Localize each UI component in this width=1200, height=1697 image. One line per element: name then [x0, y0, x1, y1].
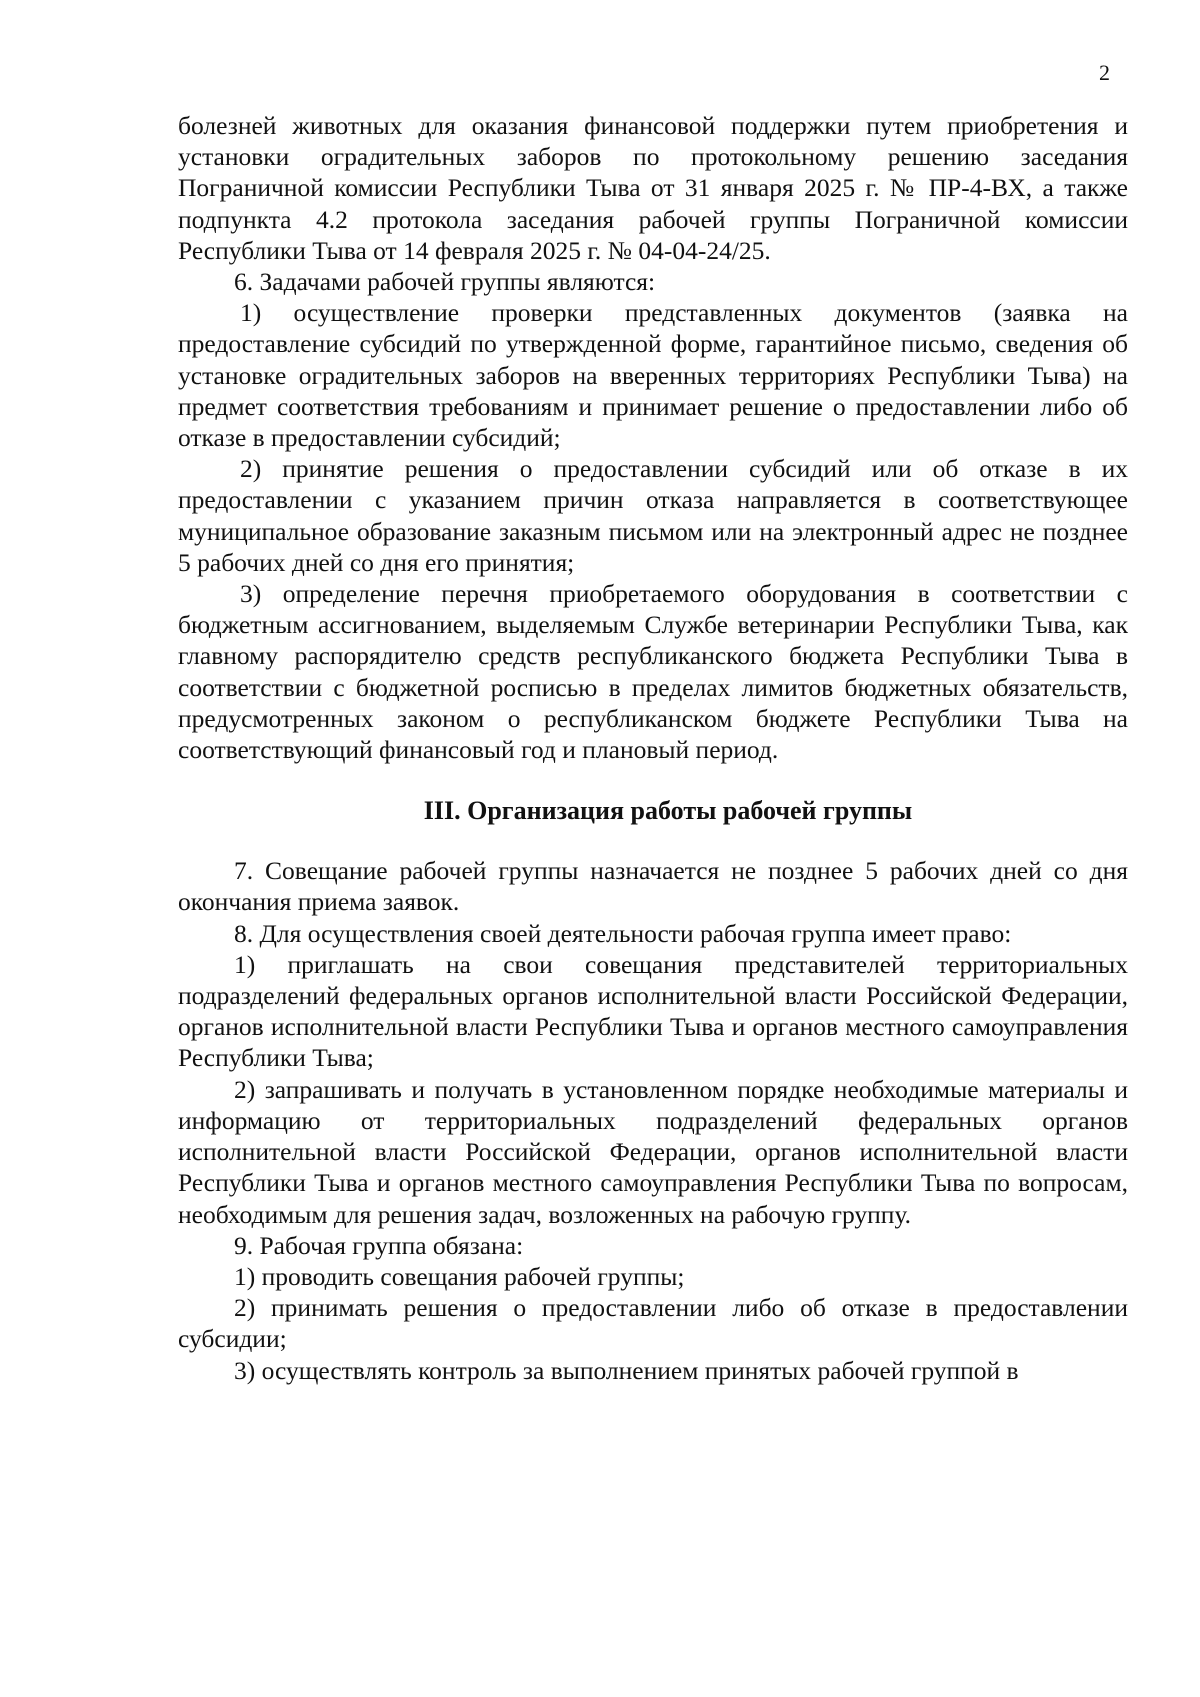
paragraph-item-7: 7. Совещание рабочей группы назначается не позднее 5 рабочих дней со дня окончания приема заявок.	[178, 856, 1128, 917]
paragraph-item-8-2: 2) запрашивать и получать в установленном порядке необходимые материалы и информацию от территориальных подразделений федеральных органов исполнительной власти Российской Федерации, органов исполнительной власти Республики Тыва и органов местного самоуправления Республики Тыва по вопросам, необходимым для решения задач, возложенных на рабочую группу.	[178, 1074, 1128, 1229]
paragraph-item-9-3: 3) осуществлять контроль за выполнением принятых рабочей группой в	[234, 1355, 1019, 1385]
paragraph-item-6-3: 3) определение перечня приобретаемого оборудования в соответствии с бюджетным ассигнованием, выделяемым Службе ветеринарии Республики Тыва, как главному распорядителю средств республиканского бюджета Республики Тыва в соответствии с бюджетной росписью в пределах лимитов бюджетных обязательств, предусмотренных законом о республиканском бюджете Республики Тыва на соответствующий финансовый год и плановый период.	[178, 579, 1128, 765]
document-body	[178, 110, 1128, 1386]
paragraph-item-6-2: 2) принятие решения о предоставлении субсидий или об отказе в их предоставлении с указанием причин отказа направляется в соответствующее муниципальное образование заказным письмом или на электронный адрес не позднее 5 рабочих дней со дня его принятия;	[178, 454, 1128, 577]
paragraph-item-9: 9. Рабочая группа обязана:	[234, 1230, 524, 1260]
paragraph-item-6: 6. Задачами рабочей группы являются:	[234, 267, 656, 297]
paragraph-continuation: болезней животных для оказания финансовой поддержки путем приобретения и установки оградительных заборов по протокольному решению заседания Пограничной комиссии Республики Тыва от 31 января 2025 г. № ПР-4-ВХ, а также подпункта 4.2 протокола заседания рабочей группы Пограничной комиссии Республики Тыва от 14 февраля 2025 г. № 04-04-24/25.	[178, 111, 1128, 265]
paragraph-item-6-1: 1) осуществление проверки представленных документов (заявка на предоставление субсидий по утвержденной форме, гарантийное письмо, сведения об установке оградительных заборов на вверенных территориях Республики Тыва) на предмет соответствия требованиям и принимает решение о предоставлении либо об отказе в предоставлении субсидий;	[178, 298, 1128, 453]
paragraph-item-9-1: 1) проводить совещания рабочей группы;	[234, 1261, 685, 1291]
paragraph-item-8-1: 1) приглашать на свои совещания представителей территориальных подразделений федеральных органов исполнительной власти Российской Федерации, органов исполнительной власти Республики Тыва и органов местного самоуправления Республики Тыва;	[178, 949, 1128, 1073]
paragraph-item-9-2: 2) принимать решения о предоставлении либо об отказе в предоставлении субсидии;	[178, 1293, 1128, 1354]
section-heading: III. Организация работы рабочей группы	[423, 796, 913, 826]
page-number: 2	[1099, 60, 1110, 85]
paragraph-item-8: 8. Для осуществления своей деятельности рабочая группа имеет право:	[234, 918, 1012, 948]
